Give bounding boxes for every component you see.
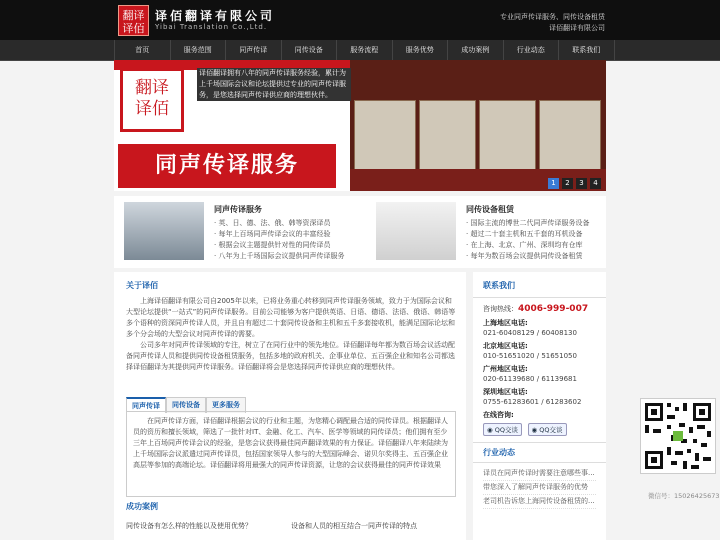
hotline-number[interactable]: 4006-999-007 — [518, 304, 589, 314]
office-label: 上海地区电话: — [483, 319, 528, 327]
cases-list — [126, 520, 456, 533]
about-paragraph: 上海译佰翻译有限公司自2005年以来，已将业务重心转移到同声传译服务领域，致力于为国际会议和大型论坛提供“一站式”的同声传译服务。目前公司能够为客户提供英语、日语、德语、法语、俄语、韩语等多个语种的资深同声传译人员，并且自有超过二十套同传设备和主机和五千多套接收机，能满足国际论坛和多个分会场的大型会议对同声传译的需要。 — [126, 297, 456, 338]
wechat-qr-code — [640, 398, 716, 474]
equipment-photo — [376, 202, 456, 260]
list-item: · 超过二十套主机和五千套的耳机设备 — [466, 230, 583, 238]
header-company: 译佰翻译有限公司 — [549, 24, 605, 32]
main-nav — [0, 40, 720, 61]
hotline-label: 咨询热线： — [483, 305, 518, 313]
qq-icon: ◉ — [487, 426, 493, 434]
nav-advantages[interactable]: 服务优势 — [393, 40, 449, 60]
about-text — [126, 296, 456, 373]
services-row — [114, 196, 606, 268]
banner-logo: 翻译 译佰 — [120, 68, 184, 132]
office-phone: 010-51651020 / 51651050 — [483, 352, 577, 360]
list-item: · 八年为上千场国际会议提供同声传译服务 — [214, 252, 345, 260]
office-phone: 0755-61283601 / 61283602 — [483, 398, 582, 406]
case-link[interactable]: 同传设备有怎么样的性能以及使用优势？ — [126, 522, 252, 530]
pager-1[interactable]: 1 — [548, 178, 559, 189]
nav-interpreting[interactable]: 同声传译 — [226, 40, 282, 60]
tab-equipment[interactable]: 同传设备 — [166, 397, 206, 413]
tab-more[interactable]: 更多服务 — [206, 397, 246, 413]
online-label: 在线咨询: — [483, 411, 514, 419]
office-label: 广州地区电话: — [483, 365, 528, 373]
about-title[interactable]: 关于译佰 — [126, 281, 158, 290]
qq-buttons — [483, 423, 596, 436]
booth-image — [354, 100, 416, 172]
list-item: · 根据会议主题提供针对性的同传译员 — [214, 241, 331, 249]
office-phone: 021-60408129 / 60408130 — [483, 329, 577, 337]
tab-panel — [126, 411, 456, 497]
banner-description: 译佰翻译拥有八年的同声传译服务经验，累计为上千场国际会议和论坛提供过专业的同声传译服务，是您选择同声传译供应商的理想伙伴。 — [197, 68, 351, 101]
pager-3[interactable]: 3 — [576, 178, 587, 189]
banner-title: 同声传译服务 — [118, 144, 336, 188]
company-logo[interactable]: 翻译 译佰 — [118, 5, 149, 36]
tab-panel-text: 在同声传译方面，译佰翻译根据会议的行业和主题，为您精心调配最合适的同传译员。根据翻译人员的资历和擅长领域，筛选了一批针对IT、金融、化工、汽车、医学等领域的同传译员；他们拥有至少三年上百场同声传译会议的经验，是您会议获得最佳同声翻译效果的有力保证。译佰翻译八年来陆续为上千场国际会议派遣过同声传译员，包括国家领导人参与的大型国际峰会、诺贝尔奖得主、五百强企业高层等参加的高端论坛。译佰翻译将用最强大的同声传译资源，让您的会议获得最佳的同声传译效果 — [133, 417, 448, 469]
service-title-interpreting[interactable]: 同声传译服务 — [214, 205, 262, 214]
pager-4[interactable]: 4 — [590, 178, 601, 189]
nav-news[interactable]: 行业动态 — [504, 40, 560, 60]
service-list-equipment — [466, 218, 589, 262]
booth-image — [479, 100, 536, 172]
booth-image — [539, 100, 601, 172]
qq-label: QQ交谈 — [539, 426, 563, 434]
header-tagline: 专业同声传译服务、同传设备租赁 — [500, 13, 605, 21]
booth-image — [419, 100, 476, 172]
qq-chat-button[interactable] — [528, 423, 567, 436]
qq-chat-button[interactable] — [483, 423, 522, 436]
nav-equipment[interactable]: 同传设备 — [282, 40, 338, 60]
list-item: · 每年上百场同声传译会议的丰富经验 — [214, 230, 331, 238]
sidebar — [473, 272, 606, 540]
nav-cases[interactable]: 成功案例 — [448, 40, 504, 60]
office-phone: 020-61139680 / 61139681 — [483, 375, 577, 383]
hero-banner[interactable] — [114, 60, 606, 191]
pager-2[interactable]: 2 — [562, 178, 573, 189]
about-paragraph: 公司多年对同声传译领域的专注，树立了在同行业中的领先地位。译佰翻译每年都为数百场会议活动配备同声传译人员和提供同传设备租赁服务，包括多地的政府机关、企事业单位、五百强企业和知名公司都选择译佰翻译为其提供同声传译服务。译佰翻译将会是您选择同声传译供应商的理想伙伴。 — [126, 341, 455, 371]
office-label: 北京地区电话: — [483, 342, 528, 350]
tab-interpreting[interactable]: 同声传译 — [126, 397, 166, 413]
office-label: 深圳地区电话: — [483, 388, 528, 396]
list-item: · 在上海、北京、广州、深圳均有仓库 — [466, 241, 583, 249]
wechat-id: 微信号：15026425673 — [648, 492, 720, 500]
nav-home[interactable]: 首页 — [114, 40, 171, 60]
nav-services[interactable]: 服务范围 — [171, 40, 227, 60]
news-link[interactable]: 带您深入了解同声传译服务的优势 — [483, 481, 596, 495]
list-item: · 国际主流的博世二代同声传译服务设备 — [466, 219, 590, 227]
brand-name: 译佰翻译有限公司 — [155, 9, 276, 23]
industry-list — [473, 467, 606, 509]
main-content — [114, 272, 466, 540]
service-list-interpreting — [214, 218, 344, 262]
site-header — [0, 0, 720, 40]
contact-info — [473, 304, 606, 436]
qq-icon: ◉ — [531, 426, 538, 434]
industry-title: 行业动态 — [473, 442, 606, 463]
brand-english-name: Yibai Translation Co.,Ltd. — [155, 23, 268, 31]
case-link[interactable]: 设备和人员的相互结合一同声传译的特点 — [291, 522, 417, 530]
nav-process[interactable]: 服务流程 — [337, 40, 393, 60]
interpreting-photo — [124, 202, 204, 260]
news-link[interactable]: 老司机告诉您上海同传设备租赁的... — [483, 495, 596, 509]
banner-pager — [548, 178, 601, 189]
list-item: · 英、日、德、法、俄、韩等资深译员 — [214, 219, 331, 227]
list-item: · 每年为数百场会议提供同传设备租赁 — [466, 252, 583, 260]
service-title-equipment[interactable]: 同传设备租赁 — [466, 205, 514, 214]
cases-title[interactable]: 成功案例 — [126, 502, 158, 511]
qq-label: QQ交谈 — [494, 426, 518, 434]
news-link[interactable]: 译员在同声传译时需要注意哪些事... — [483, 467, 596, 481]
contact-title: 联系我们 — [473, 272, 606, 298]
nav-contact[interactable]: 联系我们 — [559, 40, 615, 60]
hotline-row — [483, 304, 596, 314]
